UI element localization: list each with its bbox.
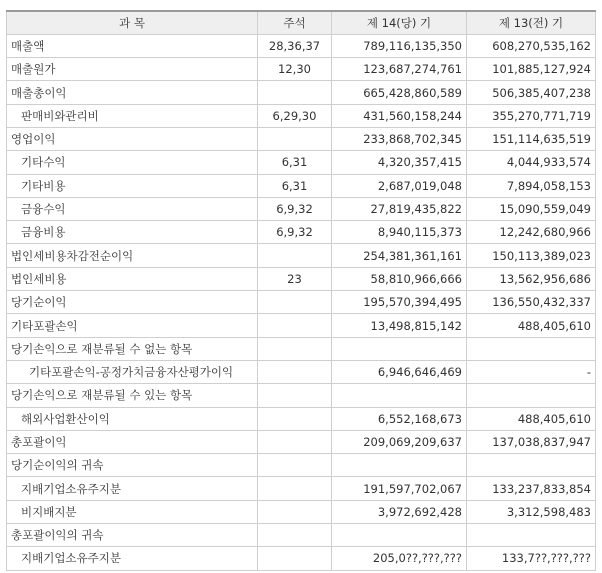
table-body — [7, 34, 596, 570]
row-current-value: 58,810,966,666 — [332, 267, 467, 290]
income-statement-table — [6, 10, 596, 571]
table-row — [7, 151, 596, 174]
row-note — [258, 454, 332, 477]
row-note: 6,29,30 — [258, 104, 332, 127]
row-label: 기타포괄손익-공정가치금융자산평가이익 — [7, 360, 258, 383]
header-note: 주석 — [258, 11, 332, 34]
row-prior-value: 133,7??,???,??? — [467, 547, 596, 570]
row-current-value: 195,570,394,495 — [332, 291, 467, 314]
row-label: 매출총이익 — [7, 81, 258, 104]
row-label: 지배기업소유주지분 — [7, 547, 258, 570]
row-prior-value: 13,562,956,686 — [467, 267, 596, 290]
row-label: 법인세비용차감전순이익 — [7, 244, 258, 267]
table-row — [7, 221, 596, 244]
row-note — [258, 337, 332, 360]
row-label: 매출액 — [7, 34, 258, 57]
table-row — [7, 430, 596, 453]
row-note: 6,31 — [258, 174, 332, 197]
row-prior-value: 12,242,680,966 — [467, 221, 596, 244]
row-label: 법인세비용 — [7, 267, 258, 290]
table-row — [7, 524, 596, 547]
row-current-value: 789,116,135,350 — [332, 34, 467, 57]
row-label: 당기순이익의 귀속 — [7, 454, 258, 477]
row-current-value: 431,560,158,244 — [332, 104, 467, 127]
table-row — [7, 267, 596, 290]
row-label: 당기손익으로 재분류될 수 없는 항목 — [7, 337, 258, 360]
row-note: 6,9,32 — [258, 221, 332, 244]
row-prior-value: 506,385,407,238 — [467, 81, 596, 104]
row-prior-value: 608,270,535,162 — [467, 34, 596, 57]
table-row — [7, 407, 596, 430]
row-note — [258, 384, 332, 407]
row-prior-value — [467, 384, 596, 407]
row-note — [258, 430, 332, 453]
table-row — [7, 291, 596, 314]
row-prior-value: 3,312,598,483 — [467, 500, 596, 523]
table-row — [7, 244, 596, 267]
row-prior-value — [467, 524, 596, 547]
row-note — [258, 524, 332, 547]
row-note — [258, 314, 332, 337]
table-row — [7, 58, 596, 81]
row-note — [258, 547, 332, 570]
row-label: 총포괄이익 — [7, 430, 258, 453]
row-current-value — [332, 384, 467, 407]
row-note — [258, 127, 332, 150]
row-label: 매출원가 — [7, 58, 258, 81]
row-current-value — [332, 524, 467, 547]
table-row — [7, 81, 596, 104]
row-current-value: 2,687,019,048 — [332, 174, 467, 197]
row-current-value: 13,498,815,142 — [332, 314, 467, 337]
row-current-value: 205,0??,???,??? — [332, 547, 467, 570]
row-current-value: 209,069,209,637 — [332, 430, 467, 453]
row-prior-value: 101,885,127,924 — [467, 58, 596, 81]
row-label: 총포괄이익의 귀속 — [7, 524, 258, 547]
row-current-value: 27,819,435,822 — [332, 197, 467, 220]
row-prior-value: 136,550,432,337 — [467, 291, 596, 314]
row-prior-value: - — [467, 360, 596, 383]
table-row — [7, 127, 596, 150]
row-prior-value — [467, 337, 596, 360]
row-prior-value: 488,405,610 — [467, 407, 596, 430]
row-current-value: 233,868,702,345 — [332, 127, 467, 150]
table-row — [7, 197, 596, 220]
header-item: 과 목 — [7, 11, 258, 34]
row-note — [258, 477, 332, 500]
row-note — [258, 244, 332, 267]
table-row — [7, 500, 596, 523]
table-row — [7, 547, 596, 570]
row-note: 12,30 — [258, 58, 332, 81]
row-prior-value: 7,894,058,153 — [467, 174, 596, 197]
row-prior-value: 151,114,635,519 — [467, 127, 596, 150]
table-row — [7, 384, 596, 407]
row-note — [258, 291, 332, 314]
row-note: 6,31 — [258, 151, 332, 174]
row-label: 해외사업환산이익 — [7, 407, 258, 430]
table-row — [7, 337, 596, 360]
row-prior-value: 355,270,771,719 — [467, 104, 596, 127]
row-current-value: 254,381,361,161 — [332, 244, 467, 267]
row-label: 기타비용 — [7, 174, 258, 197]
row-note: 23 — [258, 267, 332, 290]
row-label: 당기손익으로 재분류될 수 있는 항목 — [7, 384, 258, 407]
row-note — [258, 500, 332, 523]
row-label: 기타포괄손익 — [7, 314, 258, 337]
table-row — [7, 34, 596, 57]
table-row — [7, 174, 596, 197]
row-label: 기타수익 — [7, 151, 258, 174]
row-prior-value: 15,090,559,049 — [467, 197, 596, 220]
row-note: 28,36,37 — [258, 34, 332, 57]
header-current-period: 제 14(당) 기 — [332, 11, 467, 34]
row-current-value — [332, 337, 467, 360]
row-prior-value: 488,405,610 — [467, 314, 596, 337]
row-current-value: 6,946,646,469 — [332, 360, 467, 383]
table-row — [7, 314, 596, 337]
row-label: 비지배지분 — [7, 500, 258, 523]
row-current-value — [332, 454, 467, 477]
row-label: 판매비와관리비 — [7, 104, 258, 127]
row-label: 당기순이익 — [7, 291, 258, 314]
table-header-row — [7, 11, 596, 34]
row-prior-value — [467, 454, 596, 477]
row-prior-value: 133,237,833,854 — [467, 477, 596, 500]
row-current-value: 6,552,168,673 — [332, 407, 467, 430]
row-prior-value: 137,038,837,947 — [467, 430, 596, 453]
table-row — [7, 477, 596, 500]
row-current-value: 3,972,692,428 — [332, 500, 467, 523]
table-row — [7, 454, 596, 477]
row-label: 금융비용 — [7, 221, 258, 244]
row-label: 지배기업소유주지분 — [7, 477, 258, 500]
row-label: 금융수익 — [7, 197, 258, 220]
table-row — [7, 104, 596, 127]
row-prior-value: 4,044,933,574 — [467, 151, 596, 174]
table-row — [7, 360, 596, 383]
row-note — [258, 81, 332, 104]
row-current-value: 4,320,357,415 — [332, 151, 467, 174]
row-note: 6,9,32 — [258, 197, 332, 220]
row-label: 영업이익 — [7, 127, 258, 150]
row-note — [258, 360, 332, 383]
row-prior-value: 150,113,389,023 — [467, 244, 596, 267]
header-prior-period: 제 13(전) 기 — [467, 11, 596, 34]
row-current-value: 8,940,115,373 — [332, 221, 467, 244]
row-note — [258, 407, 332, 430]
row-current-value: 665,428,860,589 — [332, 81, 467, 104]
row-current-value: 191,597,702,067 — [332, 477, 467, 500]
row-current-value: 123,687,274,761 — [332, 58, 467, 81]
